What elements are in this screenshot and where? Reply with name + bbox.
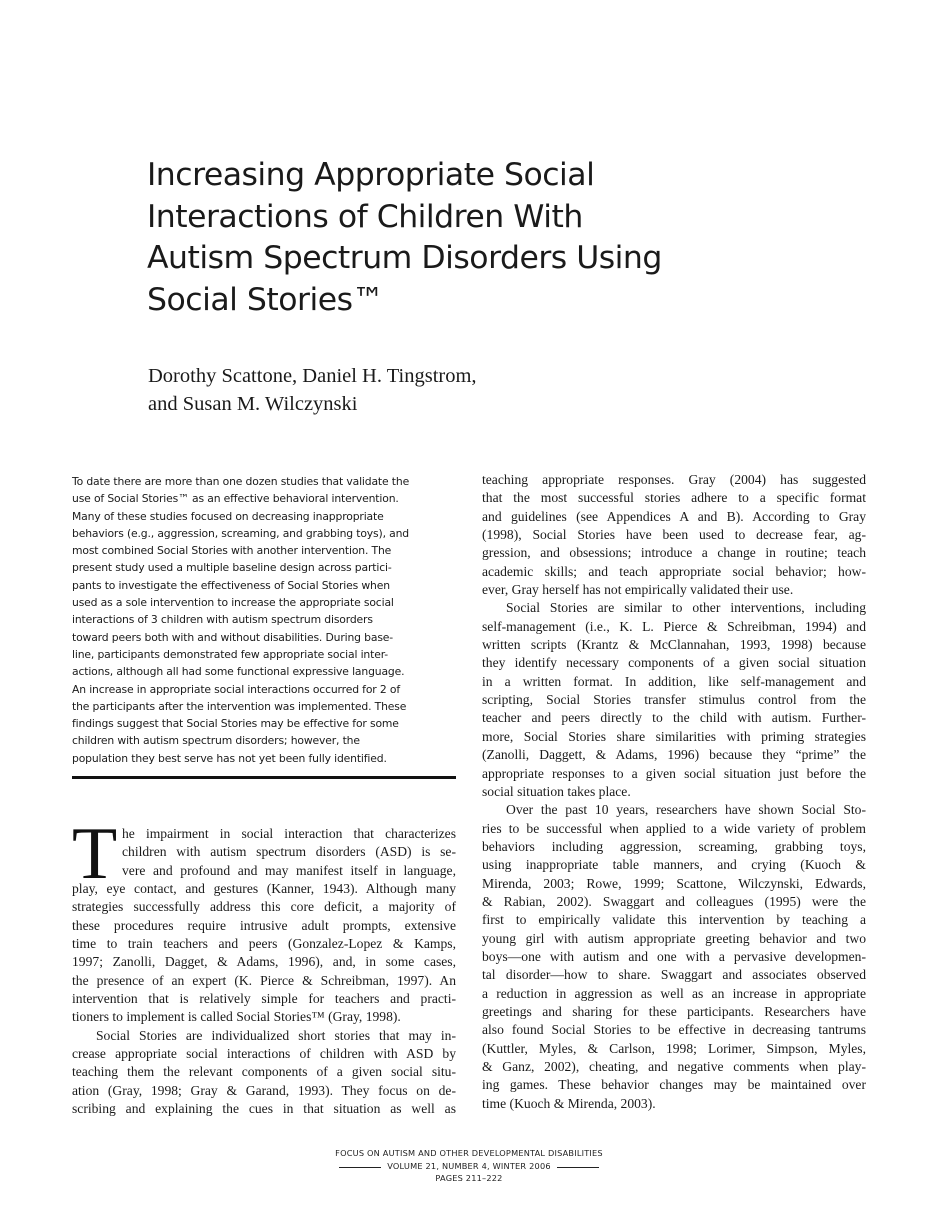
body-line: a reduction in aggression as well as an increase in appropriate	[482, 985, 866, 1001]
journal-name: FOCUS ON AUTISM AND OTHER DEVELOPMENTAL DISABILITIES	[335, 1148, 603, 1158]
abstract-line: population they best serve has not yet been fully identified.	[72, 751, 387, 765]
body-line: more, Social Stories share similarities with priming strategies	[482, 728, 866, 744]
body-line: young girl with autism appropriate greeting behavior and two	[482, 930, 866, 946]
body-line: academic skills; and teach appropriate social behavior; how-	[482, 563, 866, 579]
body-line: gression, and obsessions; introduce a change in routine; teach	[482, 545, 866, 561]
body-line: time (Kuoch & Mirenda, 2003).	[482, 1095, 656, 1111]
body-line: ation (Gray, 1998; Gray & Garand, 1993). They focus on de-	[72, 1082, 456, 1098]
body-line: Mirenda, 2003; Rowe, 1999; Scattone, Wilczynski, Edwards,	[482, 875, 866, 891]
abstract-line: To date there are more than one dozen studies that validate the	[72, 475, 410, 488]
body-line: children with autism spectrum disorders (ASD) is se-	[122, 844, 456, 860]
body-column-right	[482, 471, 866, 1113]
abstract-line: An increase in appropriate social interactions occurred for 2 of	[72, 682, 400, 696]
body-line: play, eye contact, and gestures (Kanner, 1943). Although many	[72, 881, 456, 897]
journal-pages: PAGES 211–222	[435, 1172, 503, 1183]
body-line: ries to be successful when applied to a wide variety of problem	[482, 820, 866, 836]
title-line: Interactions of Children With	[147, 198, 583, 235]
body-line: crease appropriate social interactions of children with ASD by	[72, 1046, 456, 1062]
abstract-line: children with autism spectrum disorders; however, the	[72, 734, 360, 748]
body-line: appropriate responses to a given social situation just before the	[482, 765, 866, 781]
abstract-divider	[72, 776, 456, 779]
body-line: ing games. These behavior changes may be maintained over	[482, 1077, 866, 1093]
body-line: 1997; Zanolli, Dagget, & Adams, 1996), and, in some cases,	[72, 954, 456, 970]
abstract-line: line, participants demonstrated few appropriate social inter-	[72, 647, 389, 661]
body-line: the presence of an expert (K. Pierce & Schreibman, 1997). An	[72, 972, 456, 988]
body-line: social situation takes place.	[482, 783, 631, 799]
body-line: (Kuttler, Myles, & Carlson, 1998; Lorimer, Simpson, Myles,	[482, 1040, 866, 1056]
body-line: using inappropriate table manners, and crying (Kuoch &	[482, 857, 866, 873]
body-line: self-management (i.e., K. L. Pierce & Schreibman, 1994) and	[482, 618, 866, 634]
body-line: that the most successful stories adhere to a specific format	[482, 490, 866, 506]
body-line: these procedures require intrusive adult prompts, extensive	[72, 917, 456, 933]
body-line: tioners to implement is called Social Stories™ (Gray, 1998).	[72, 1009, 401, 1025]
abstract	[72, 473, 456, 767]
body-line: teacher and peers directly to the child with autism. Further-	[482, 710, 866, 726]
title-line: Social Stories™	[147, 281, 384, 318]
abstract-line: pants to investigate the effectiveness of Social Stories when	[72, 578, 390, 592]
title-line: Autism Spectrum Disorders Using	[147, 240, 662, 276]
drop-cap: T	[72, 813, 118, 895]
abstract-line: actions, although all had some functional expressive language.	[72, 665, 405, 679]
abstract-line: behaviors (e.g., aggression, screaming, and grabbing toys), and	[72, 526, 409, 540]
body-line: also found Social Stories to be effective in decreasing tantrums	[482, 1022, 866, 1038]
abstract-line: Many of these studies focused on decreasing inappropriate	[72, 509, 384, 523]
body-line: strategies successfully address this core deficit, a majority of	[72, 899, 456, 915]
abstract-line: present study used a multiple baseline design across partici-	[72, 561, 392, 575]
body-column-left	[72, 813, 456, 1119]
body-line: first to empirically validate this intervention by teaching a	[482, 912, 866, 928]
body-line: vere and profound and may manifest itself in language,	[122, 862, 456, 878]
body-line: behaviors including aggression, screaming, grabbing toys,	[482, 838, 866, 854]
body-line: time to train teachers and peers (Gonzalez-Lopez & Kamps,	[72, 936, 456, 952]
body-line: & Ganz, 2002), cheating, and negative comments when play-	[482, 1059, 866, 1074]
body-line: they identify necessary components of a given social situation	[482, 655, 866, 671]
body-line: he impairment in social interaction that characterizes	[122, 826, 456, 841]
abstract-line: interactions of 3 children with autism spectrum disorders	[72, 613, 373, 627]
body-line: teaching appropriate responses. Gray (2004) has suggested	[482, 472, 866, 487]
body-line: scribing and explaining the cues in that situation as well as	[72, 1101, 456, 1117]
abstract-line: toward peers both with and without disabilities. During base-	[72, 630, 394, 644]
body-line: intervention that is relatively simple for teachers and practi-	[72, 991, 456, 1007]
body-line: teaching them the relevant components of a given social situ-	[72, 1064, 456, 1080]
body-line: Social Stories are similar to other interventions, including	[506, 600, 866, 616]
abstract-line: used as a sole intervention to increase the appropriate social	[72, 596, 394, 610]
journal-volume: VOLUME 21, NUMBER 4, WINTER 2006	[387, 1161, 551, 1172]
footer-rule-right	[557, 1167, 599, 1168]
abstract-line: most combined Social Stories with another intervention. The	[72, 544, 392, 558]
body-line: boys—one with autism and one with a pervasive developmen-	[482, 948, 866, 964]
body-line: written scripts (Krantz & McClannahan, 1993, 1998) because	[482, 637, 866, 653]
title-line: Increasing Appropriate Social	[147, 157, 595, 193]
abstract-line: the participants after the intervention was implemented. These	[72, 699, 407, 713]
body-line: Over the past 10 years, researchers have shown Social Sto-	[506, 802, 866, 818]
body-line: in a written format. In addition, like self-management and	[482, 673, 866, 689]
body-line: (Zanolli, Daggett, & Adams, 1996) because they “prime” the	[482, 747, 866, 763]
article-title	[147, 155, 707, 321]
body-line: (1998), Social Stories have been used to decrease fear, ag-	[482, 527, 866, 543]
journal-footer	[0, 1148, 938, 1184]
body-line: and guidelines (see Appendices A and B). According to Gray	[482, 508, 866, 524]
author-list	[148, 362, 568, 418]
footer-rule-left	[339, 1167, 381, 1168]
abstract-line: use of Social Stories™ as an effective behavioral intervention.	[72, 492, 399, 506]
body-line: & Rabian, 2002). Swaggart and colleagues (1995) were the	[482, 893, 866, 909]
author-line: and Susan M. Wilczynski	[148, 393, 358, 415]
body-line: tal disorder—how to share. Swaggart and associates observed	[482, 967, 866, 983]
author-line: Dorothy Scattone, Daniel H. Tingstrom,	[148, 365, 477, 387]
body-line: greetings and sharing for these participants. Researchers have	[482, 1003, 866, 1019]
body-line: scripting, Social Stories transfer stimulus control from the	[482, 692, 866, 708]
body-line: ever, Gray herself has not empirically validated their use.	[482, 582, 794, 598]
body-line: Social Stories are individualized short stories that may in-	[96, 1027, 456, 1043]
abstract-line: findings suggest that Social Stories may be effective for some	[72, 717, 399, 731]
